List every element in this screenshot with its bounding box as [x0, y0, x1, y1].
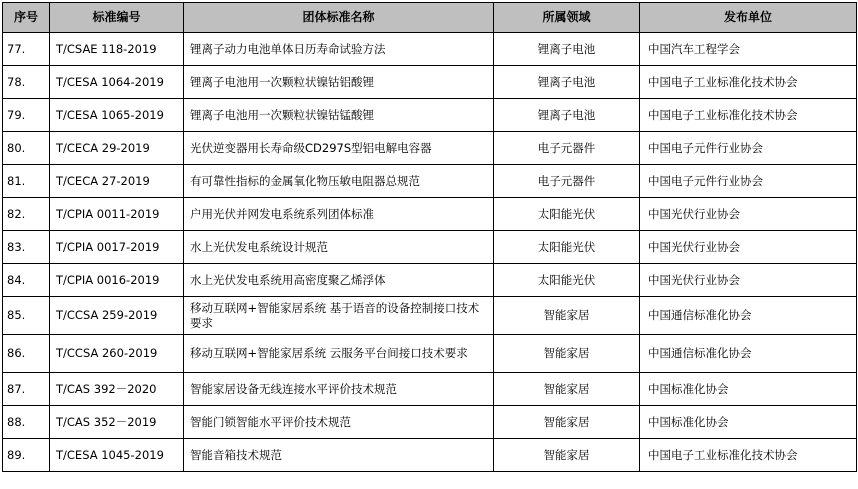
cell-field: 锂离子电池: [494, 33, 640, 66]
cell-name: 水上光伏发电系统设计规范: [184, 231, 494, 264]
standards-table: [2, 2, 857, 472]
header-code: 标准编号: [50, 3, 184, 33]
cell-name: 锂离子电池用一次颗粒状镍钴铝酸锂: [184, 66, 494, 99]
cell-index: 82.: [3, 198, 50, 231]
cell-publisher: 中国光伏行业协会: [640, 264, 857, 297]
cell-index: 78.: [3, 66, 50, 99]
cell-field: 电子元器件: [494, 165, 640, 198]
header-index: 序号: [3, 3, 50, 33]
header-row: [3, 3, 857, 33]
cell-code: T/CCSA 259-2019: [50, 297, 184, 335]
cell-index: 81.: [3, 165, 50, 198]
cell-field: 智能家居: [494, 373, 640, 406]
table-header: [3, 3, 857, 33]
cell-field: 太阳能光伏: [494, 198, 640, 231]
cell-index: 84.: [3, 264, 50, 297]
cell-publisher: 中国光伏行业协会: [640, 198, 857, 231]
cell-field: 电子元器件: [494, 132, 640, 165]
cell-code: T/CECA 27-2019: [50, 165, 184, 198]
cell-index: 89.: [3, 439, 50, 472]
cell-field: 锂离子电池: [494, 99, 640, 132]
cell-publisher: 中国电子工业标准化技术协会: [640, 66, 857, 99]
cell-name: 移动互联网+智能家居系统 云服务平台间接口技术要求: [184, 335, 494, 373]
cell-code: T/CCSA 260-2019: [50, 335, 184, 373]
cell-code: T/CAS 352－2019: [50, 406, 184, 439]
table-row: [3, 165, 857, 198]
table-row: [3, 99, 857, 132]
cell-index: 83.: [3, 231, 50, 264]
cell-index: 86.: [3, 335, 50, 373]
cell-publisher: 中国汽车工程学会: [640, 33, 857, 66]
cell-field: 智能家居: [494, 335, 640, 373]
cell-code: T/CESA 1064-2019: [50, 66, 184, 99]
cell-publisher: 中国标准化协会: [640, 373, 857, 406]
cell-index: 87.: [3, 373, 50, 406]
table-row: [3, 132, 857, 165]
table-row: [3, 66, 857, 99]
cell-publisher: 中国通信标准化协会: [640, 297, 857, 335]
cell-code: T/CESA 1065-2019: [50, 99, 184, 132]
cell-field: 智能家居: [494, 297, 640, 335]
cell-code: T/CESA 1045-2019: [50, 439, 184, 472]
cell-index: 85.: [3, 297, 50, 335]
cell-publisher: 中国电子元件行业协会: [640, 132, 857, 165]
cell-code: T/CSAE 118-2019: [50, 33, 184, 66]
cell-publisher: 中国电子工业标准化技术协会: [640, 99, 857, 132]
cell-publisher: 中国电子元件行业协会: [640, 165, 857, 198]
cell-code: T/CECA 29-2019: [50, 132, 184, 165]
table-row: [3, 198, 857, 231]
table-row: [3, 439, 857, 472]
cell-index: 77.: [3, 33, 50, 66]
table-row: [3, 406, 857, 439]
table-row: [3, 33, 857, 66]
header-field: 所属领域: [494, 3, 640, 33]
table-row: [3, 373, 857, 406]
cell-publisher: 中国电子工业标准化技术协会: [640, 439, 857, 472]
cell-index: 88.: [3, 406, 50, 439]
cell-name: 锂离子电池用一次颗粒状镍钴锰酸锂: [184, 99, 494, 132]
cell-code: T/CPIA 0016-2019: [50, 264, 184, 297]
cell-name: 智能门锁智能水平评价技术规范: [184, 406, 494, 439]
header-publisher: 发布单位: [640, 3, 857, 33]
cell-name: 移动互联网+智能家居系统 基于语音的设备控制接口技术要求: [184, 297, 494, 335]
cell-name: 光伏逆变器用长寿命级CD297S型铝电解电容器: [184, 132, 494, 165]
cell-name: 锂离子动力电池单体日历寿命试验方法: [184, 33, 494, 66]
cell-field: 太阳能光伏: [494, 231, 640, 264]
cell-name: 水上光伏发电系统用高密度聚乙烯浮体: [184, 264, 494, 297]
cell-index: 79.: [3, 99, 50, 132]
cell-code: T/CPIA 0011-2019: [50, 198, 184, 231]
cell-name: 有可靠性指标的金属氧化物压敏电阻器总规范: [184, 165, 494, 198]
cell-field: 智能家居: [494, 439, 640, 472]
cell-publisher: 中国通信标准化协会: [640, 335, 857, 373]
cell-index: 80.: [3, 132, 50, 165]
cell-name: 智能家居设备无线连接水平评价技术规范: [184, 373, 494, 406]
cell-field: 锂离子电池: [494, 66, 640, 99]
table-row: [3, 297, 857, 335]
cell-code: T/CAS 392－2020: [50, 373, 184, 406]
table-row: [3, 231, 857, 264]
cell-publisher: 中国标准化协会: [640, 406, 857, 439]
cell-field: 智能家居: [494, 406, 640, 439]
table-row: [3, 264, 857, 297]
table-row: [3, 335, 857, 373]
cell-field: 太阳能光伏: [494, 264, 640, 297]
header-name: 团体标准名称: [184, 3, 494, 33]
cell-name: 智能音箱技术规范: [184, 439, 494, 472]
cell-publisher: 中国光伏行业协会: [640, 231, 857, 264]
cell-name: 户用光伏并网发电系统系列团体标准: [184, 198, 494, 231]
table-body: [3, 33, 857, 472]
cell-code: T/CPIA 0017-2019: [50, 231, 184, 264]
